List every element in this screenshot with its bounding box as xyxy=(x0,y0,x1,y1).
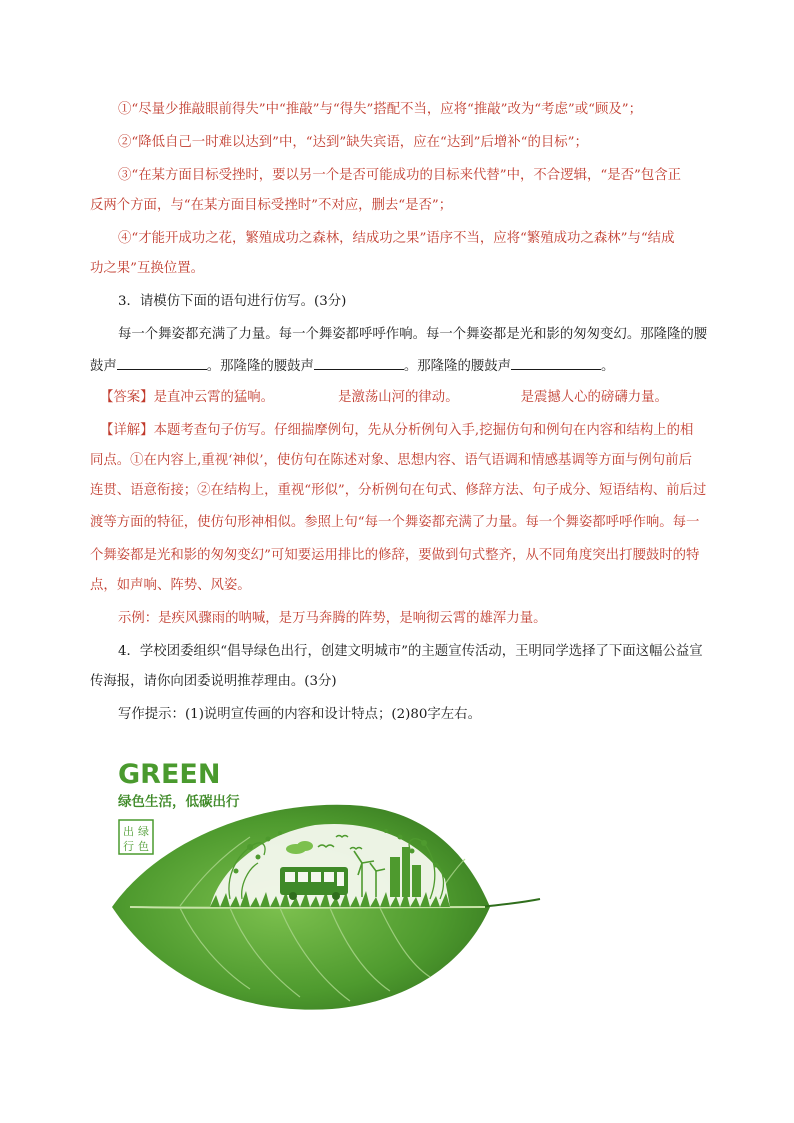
answer-line xyxy=(100,388,712,408)
example-line: 示例：是疾风骤雨的呐喊，是万马奔腾的阵势，是响彻云霄的雄浑力量。 xyxy=(118,611,547,626)
question-3-stem-a: 每一个舞姿都充满了力量。每一个舞姿都呼呼作响。每一个舞姿都是光和影的匆匆变幻。那隆隆的腰 xyxy=(118,327,708,342)
detail-line-e: 个舞姿都是光和影的匆匆变幻”可知要运用排比的修辞，要做到句式整齐，从不同角度突出打腰鼓时的特 xyxy=(90,548,700,563)
poster-headline: GREEN xyxy=(118,759,221,790)
answer-3: 是震撼人心的磅礴力量。 xyxy=(520,390,668,405)
svg-text:色: 色 xyxy=(138,840,149,853)
detail-line-f: 点，如声响、阵势、风姿。 xyxy=(90,578,251,593)
svg-text:绿: 绿 xyxy=(138,825,149,838)
answer-1: 是直冲云霄的猛响。 xyxy=(153,390,275,405)
detail-line-c: 连贯、语意衔接；②在结构上，重视“形似”，分析例句在句式、修辞方法、句子成分、短语结构、前后过 xyxy=(90,483,707,498)
answer-blank-2[interactable] xyxy=(314,355,404,370)
answer-2: 是激荡山河的律动。 xyxy=(338,390,459,405)
explanation-line-4b: 功之果”互换位置。 xyxy=(90,261,204,276)
detail-line-a: 【详解】本题考查句子仿写。仔细揣摩例句，先从分析例句入手,挖掘仿句和例句在内容和结构上的相 xyxy=(100,423,694,438)
question-4-title-b: 传海报，请你向团委说明推荐理由。(3分) xyxy=(90,674,337,689)
question-4-title-a: 4．学校团委组织“倡导绿色出行，创建文明城市”的主题宣传活动，王明同学选择了下面这幅公益宣 xyxy=(118,644,703,659)
explanation-line-3a: ③“在某方面目标受挫时，要以另一个是否可能成功的目标来代替”中，不合逻辑，“是否”包含正 xyxy=(118,168,682,183)
explanation-line-3b: 反两个方面，与“在某方面目标受挫时”不对应，删去“是否”； xyxy=(90,198,453,213)
leaf-stem xyxy=(480,899,540,907)
answer-tag: 【答案】 xyxy=(100,390,154,405)
explanation-line-4a: ④“才能开成功之花，繁殖成功之森林，结成功之果”语序不当，应将“繁殖成功之森林”与“结成 xyxy=(118,231,675,246)
question-4-hint: 写作提示：(1)说明宣传画的内容和设计特点；(2)80字左右。 xyxy=(118,707,481,722)
svg-text:行: 行 xyxy=(123,840,134,853)
question-3-stem-b: 鼓声 。那隆隆的腰鼓声 。那隆隆的腰鼓声 。 xyxy=(90,355,730,377)
detail-line-b: 同点。①在内容上,重视‘神似’，使仿句在陈述对象、思想内容、语气语调和情感基调等方面与例句前后 xyxy=(90,453,692,468)
question-3-title: 3．请模仿下面的语句进行仿写。(3分) xyxy=(118,294,347,309)
poster-slogan: 绿色生活，低碳出行 xyxy=(118,794,240,810)
leaf-midrib xyxy=(130,907,485,908)
answer-blank-3[interactable] xyxy=(511,355,601,370)
explanation-line-1: ①“尽量少推敲眼前得失”中“推敲”与“得失”搭配不当，应将“推敲”改为“考虑”或“顾及”； xyxy=(118,102,643,117)
detail-tag: 【详解】 xyxy=(100,423,154,438)
answer-blank-1[interactable] xyxy=(117,355,207,370)
poster-illustration xyxy=(100,739,543,1020)
green-travel-poster xyxy=(100,739,543,1020)
svg-text:出: 出 xyxy=(123,825,134,838)
explanation-line-2: ②“降低自己一时难以达到”中，“达到”缺失宾语，应在“达到”后增补“的目标”； xyxy=(118,135,588,150)
detail-line-d: 渡等方面的特征，使仿句形神相似。参照上句“每一个舞姿都充满了力量。每一个舞姿都呼呼作响。每一 xyxy=(90,515,700,530)
